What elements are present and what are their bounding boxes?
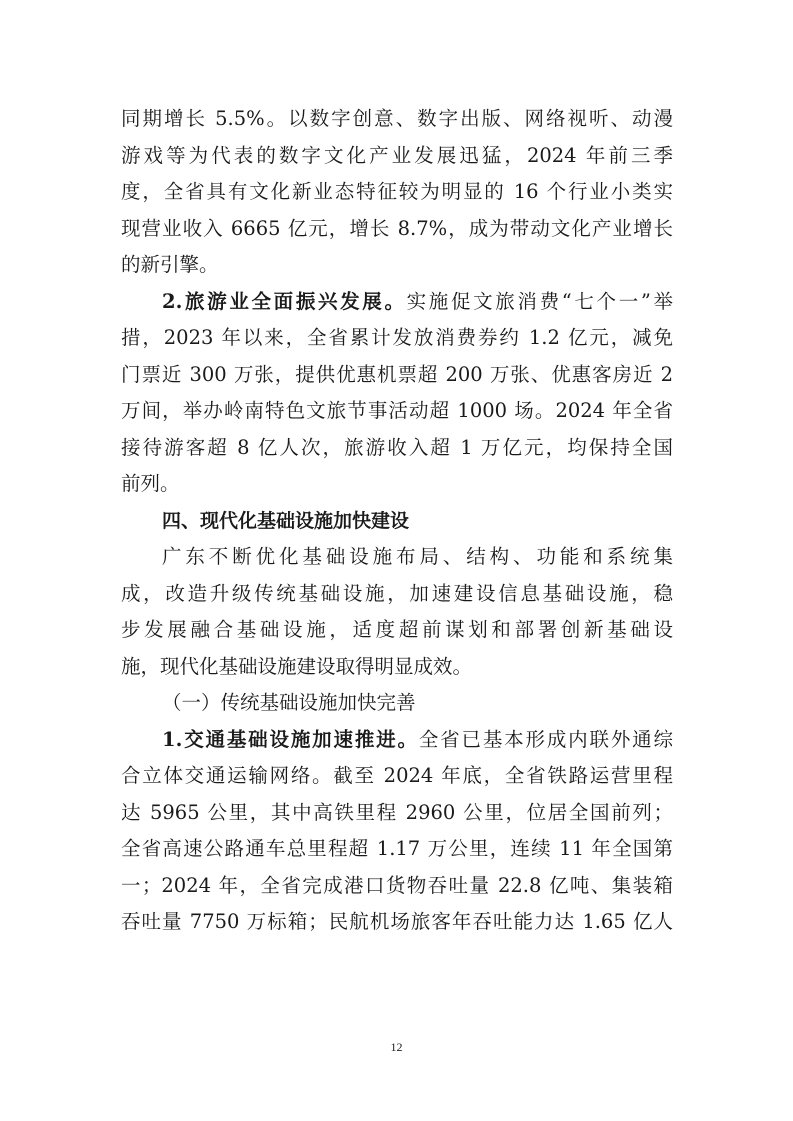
paragraph-line: 广东不断优化基础设施布局、结构、功能和系统集 (162, 545, 673, 568)
paragraph-line: 达 5965 公里，其中高铁里程 2960 公里，位居全国前列； (121, 800, 673, 824)
section-lead-transport: 1.交通基础设施加速推进。 (162, 727, 419, 751)
paragraph-line (121, 722, 673, 759)
paragraph-text: 实施促文旅消费“七个一”举 (406, 289, 673, 313)
section-lead-tourism: 2.旅游业全面振兴发展。 (162, 289, 407, 313)
section-heading: 四、现代化基础设施加快建设 (162, 509, 410, 532)
page-number: 12 (390, 1040, 403, 1054)
paragraph-line: 度，全省具有文化新业态特征较为明显的 16 个行业小类实 (121, 180, 673, 203)
paragraph-line: 吞吐量 7750 万标箱；民航机场旅客年吞吐能力达 1.65 亿人 (121, 910, 673, 933)
paragraph-line: 成，改造升级传统基础设施，加速建设信息基础设施，稳 (121, 581, 673, 605)
paragraph-line: 步发展融合基础设施，适度超前谋划和部署创新基础设 (121, 618, 673, 641)
paragraph-line: 全省高速公路通车总里程超 1.17 万公里，连续 11 年全国第 (121, 837, 673, 860)
paragraph-text: 全省已基本形成内联外通综 (418, 727, 673, 751)
paragraph-line: 接待游客超 8 亿人次，旅游收入超 1 万亿元，均保持全国 (121, 435, 673, 459)
paragraph-line: 游戏等为代表的数字文化产业发展迅猛，2024 年前三季 (121, 143, 673, 167)
paragraph-line: 一；2024 年，全省完成港口货物吞吐量 22.8 亿吨、集装箱 (121, 873, 673, 897)
paragraph-line: 施，现代化基础设施建设取得明显成效。 (121, 654, 473, 678)
subsection-heading: （一）传统基础设施加快完善 (162, 691, 416, 714)
paragraph-line (121, 284, 673, 321)
paragraph-line: 措，2023 年以来，全省累计发放消费券约 1.2 亿元，减免 (121, 326, 673, 349)
paragraph-line: 万间，举办岭南特色文旅节事活动超 1000 场。2024 年全省 (121, 399, 673, 422)
paragraph-line: 合立体交通运输网络。截至 2024 年底，全省铁路运营里程 (121, 764, 673, 787)
paragraph-line: 前列。 (121, 472, 180, 495)
paragraph-line: 的新引擎。 (121, 253, 219, 276)
document-body (121, 101, 673, 941)
paragraph-line: 同期增长 5.5%。以数字创意、数字出版、网络视听、动漫 (121, 107, 673, 130)
paragraph-line: 门票近 300 万张，提供优惠机票超 200 万张、优惠客房近 2 (121, 362, 673, 386)
paragraph-line: 现营业收入 6665 亿元，增长 8.7%，成为带动文化产业增长 (121, 216, 673, 240)
